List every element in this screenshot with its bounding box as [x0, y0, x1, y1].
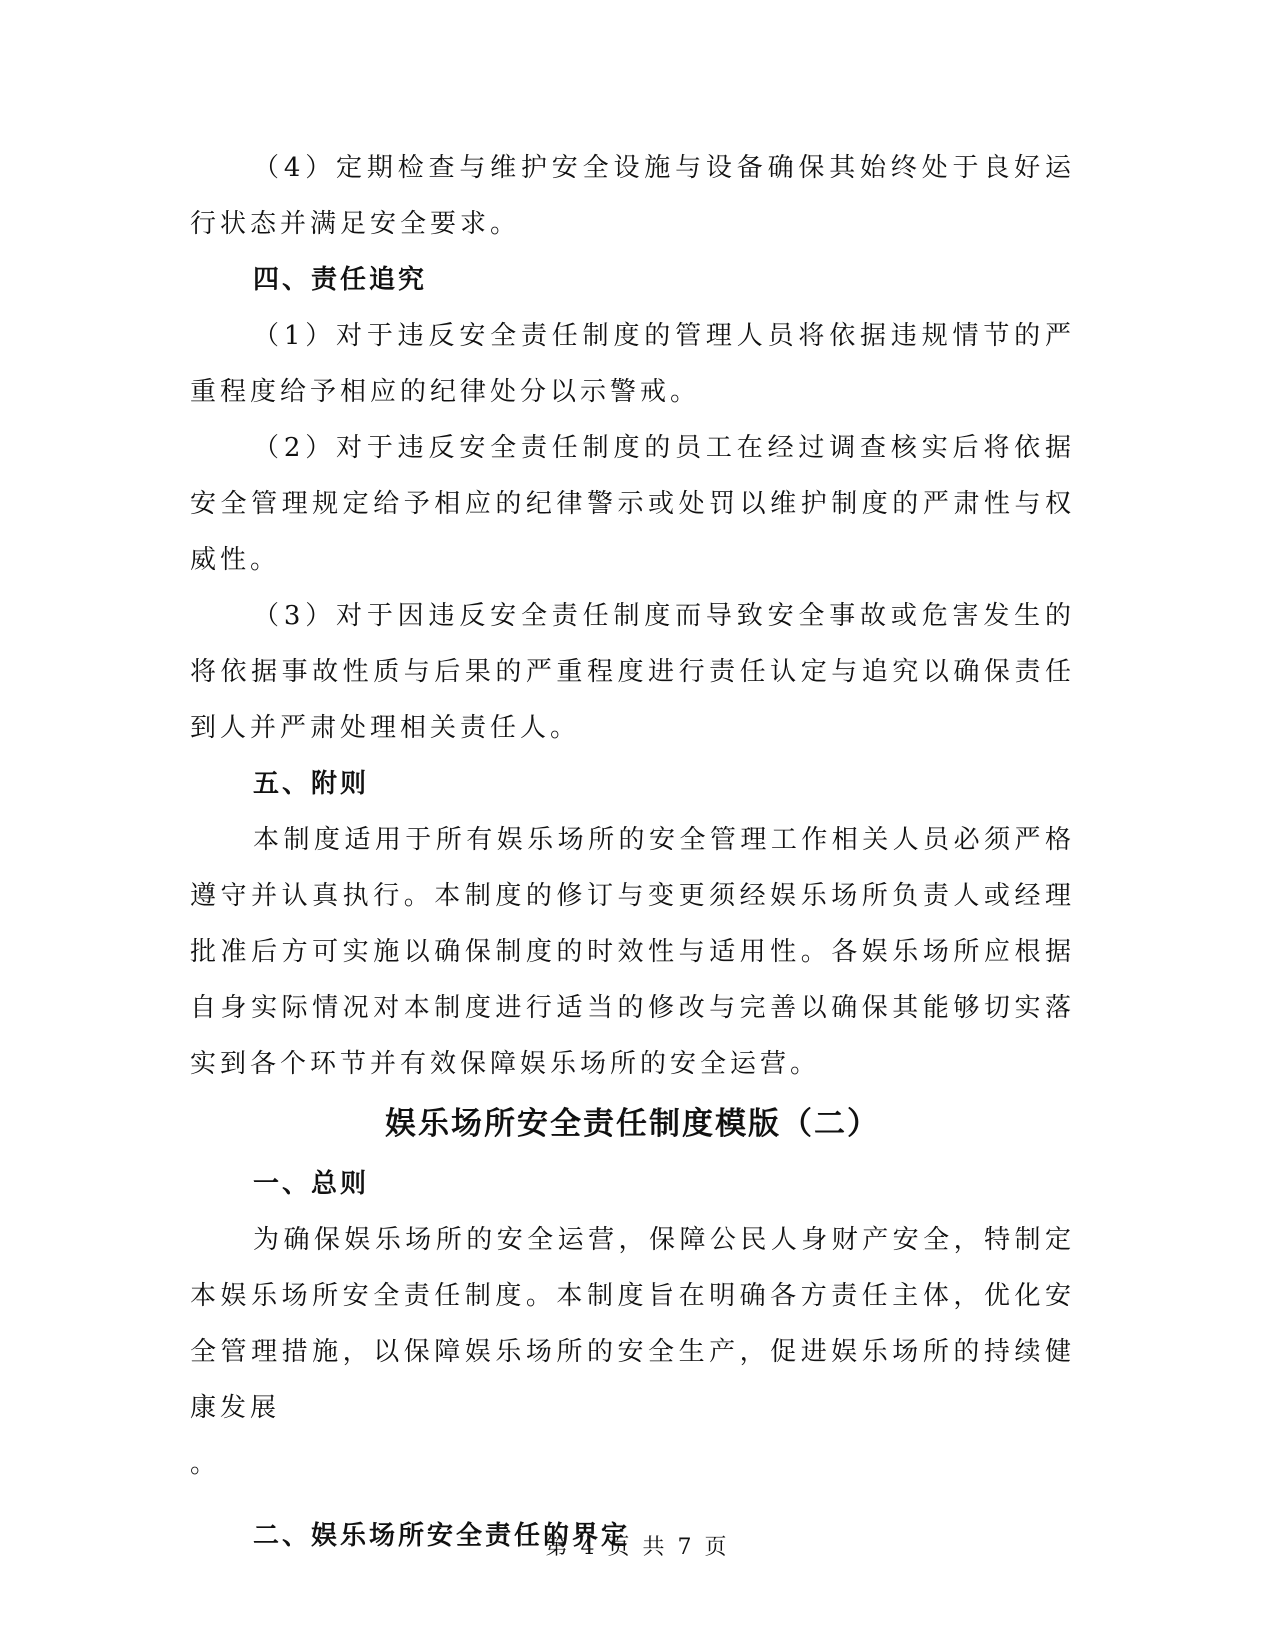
paragraph-item-4: （4）定期检查与维护安全设施与设备确保其始终处于良好运行状态并满足安全要求。: [190, 153, 1075, 239]
spacer: [190, 1492, 1075, 1508]
section-heading-general: 一、总则: [253, 1169, 370, 1199]
paragraph-general: 为确保娱乐场所的安全运营，保障公民人身财产安全，特制定本娱乐场所安全责任制度。本制度旨在明确各方责任主体，优化安全管理措施，以保障娱乐场所的安全生产，促进娱乐场所的持续健康发展: [190, 1225, 1075, 1423]
section-heading-supplementary: 五、附则: [253, 769, 370, 799]
section-heading-responsibility: 四、责任追究: [253, 265, 428, 295]
paragraph-item-1-managers: （1）对于违反安全责任制度的管理人员将依据违规情节的严重程度给予相应的纪律处分以示警戒。: [190, 321, 1075, 407]
document-body: [190, 140, 1075, 1564]
section-heading-definition: 二、娱乐场所安全责任的界定: [253, 1521, 631, 1551]
document-title-two: 娱乐场所安全责任制度模版（二）: [385, 1106, 880, 1142]
paragraph-item-2-employees: （2）对于违反安全责任制度的员工在经过调查核实后将依据安全管理规定给予相应的纪律警示或处罚以维护制度的严肃性与权威性。: [190, 433, 1075, 575]
paragraph-item-3-accidents: （3）对于因违反安全责任制度而导致安全事故或危害发生的将依据事故性质与后果的严重程度进行责任认定与追究以确保责任到人并严肃处理相关责任人。: [190, 601, 1075, 743]
paragraph-supplementary: 本制度适用于所有娱乐场所的安全管理工作相关人员必须严格遵守并认真执行。本制度的修订与变更须经娱乐场所负责人或经理批准后方可实施以确保制度的时效性与适用性。各娱乐场所应根据自身实际情况对本制度进行适当的修改与完善以确保其能够切实落实到各个环节并有效保障娱乐场所的安全运营。: [190, 825, 1075, 1079]
paragraph-general-end-mark: 。: [190, 1449, 217, 1479]
page-number: 第 4 页 共 7 页: [545, 1535, 730, 1560]
